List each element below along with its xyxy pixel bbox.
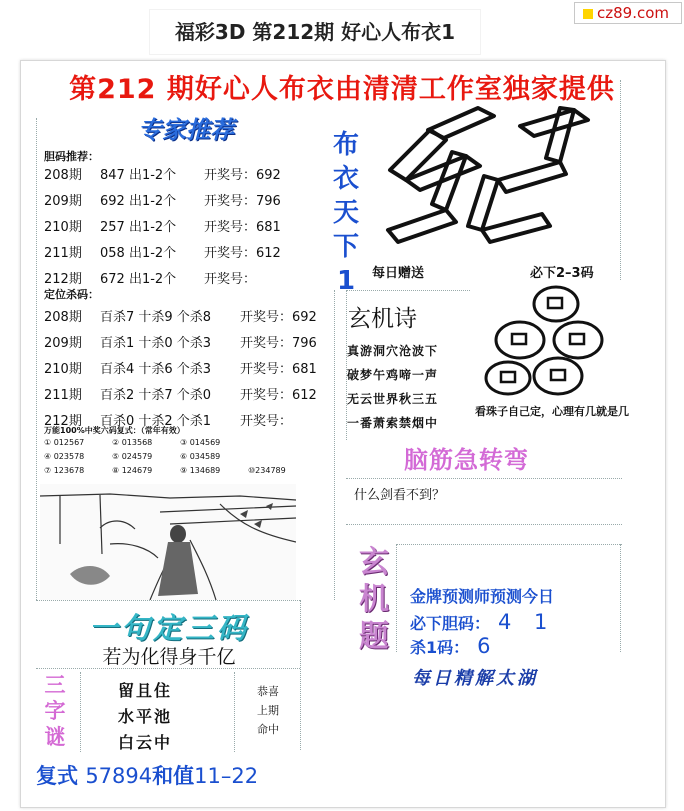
pick: 百杀4 十杀6 个杀3 bbox=[100, 362, 212, 377]
char: 天 bbox=[332, 198, 359, 228]
char: 题 bbox=[359, 619, 389, 654]
divider bbox=[334, 290, 335, 600]
char: 布 bbox=[332, 130, 359, 160]
gold-dan-value: 4 1 bbox=[498, 610, 556, 634]
combo-cell: ⑤ 024579 bbox=[112, 452, 153, 461]
divider bbox=[346, 478, 622, 479]
kill-row bbox=[44, 306, 317, 325]
riddle-heading: 脑筋急转弯 bbox=[404, 446, 529, 474]
result: 开奖号：796 bbox=[204, 194, 281, 209]
must-label: 必下2–3码 bbox=[530, 266, 594, 281]
divider bbox=[620, 544, 621, 652]
period: 208期 bbox=[44, 168, 82, 183]
divider bbox=[36, 118, 37, 600]
answer-line: 留且住 bbox=[118, 681, 173, 700]
fushi-value: 57894 bbox=[85, 764, 153, 788]
poem-line: 破梦午鸡啼一声 bbox=[347, 368, 439, 382]
pick: 百杀7 十杀9 个杀8 bbox=[100, 310, 212, 325]
result: 开奖号：796 bbox=[240, 336, 317, 351]
period: 209期 bbox=[44, 194, 82, 209]
ink-painting-image bbox=[40, 484, 296, 600]
poem-line: 无云世界秋三五 bbox=[347, 392, 439, 406]
combo-cell: ② 013568 bbox=[112, 438, 153, 447]
combo-cell: ⑩234789 bbox=[248, 466, 286, 475]
gold-title: 金牌预测师预测今日 bbox=[410, 587, 555, 606]
combo-row bbox=[44, 452, 248, 461]
hezhi-label: 和值 bbox=[152, 764, 195, 788]
combo-title: 万能100%中奖六码复式：（常年有效） bbox=[44, 426, 185, 435]
combo-row bbox=[44, 466, 316, 475]
period: 209期 bbox=[44, 336, 82, 351]
combo-cell: ⑧ 124679 bbox=[112, 466, 153, 475]
pick: 672 出1-2个 bbox=[100, 272, 177, 287]
gold-kill-label: 杀1码： bbox=[410, 638, 470, 657]
congrats-line: 恭喜 bbox=[257, 685, 279, 698]
congrats-line: 命中 bbox=[257, 723, 279, 736]
period: 211期 bbox=[44, 388, 82, 403]
fushi-label: 复式 bbox=[36, 764, 78, 788]
watermark bbox=[574, 2, 682, 24]
dan-row bbox=[44, 242, 281, 261]
char: 下 bbox=[332, 232, 359, 262]
result: 开奖号： bbox=[204, 272, 257, 287]
congrats-vertical bbox=[248, 682, 288, 739]
char: 衣 bbox=[332, 164, 359, 194]
poem-line: 一番萧索禁烟中 bbox=[347, 416, 439, 430]
pearl-hint: 看珠子自己定，心理有几就是几 bbox=[475, 405, 629, 418]
daily-gift-label: 每日赠送 bbox=[372, 266, 425, 281]
result: 开奖号：681 bbox=[240, 362, 317, 377]
combo-row bbox=[44, 438, 248, 447]
combo-cell: ⑥ 034589 bbox=[180, 452, 221, 461]
combo-cell: ① 012567 bbox=[44, 438, 85, 447]
answer-line: 白云中 bbox=[118, 733, 173, 752]
kill-label: 定位杀码： bbox=[44, 288, 99, 301]
period: 210期 bbox=[44, 362, 82, 377]
lattice-number-image bbox=[370, 100, 610, 260]
gold-kill-value: 6 bbox=[477, 634, 499, 658]
yiju-heading: 一句定三码 bbox=[88, 611, 249, 645]
dan-row bbox=[44, 216, 281, 235]
char: 机 bbox=[359, 582, 389, 617]
riddle-question: 什么剑看不到？ bbox=[354, 488, 446, 503]
gold-dan-label: 必下胆码： bbox=[410, 614, 491, 633]
dan-label: 胆码推荐： bbox=[44, 150, 99, 163]
kill-row bbox=[44, 384, 317, 403]
fushi-line bbox=[36, 760, 258, 790]
combo-cell: ⑨ 134689 bbox=[180, 466, 221, 475]
char: 三 bbox=[44, 673, 66, 697]
combo-cell: ④ 023578 bbox=[44, 452, 85, 461]
gold-dan bbox=[410, 610, 555, 634]
pick: 058 出1-2个 bbox=[100, 246, 177, 261]
char: 字 bbox=[44, 699, 66, 723]
sanzi-vertical bbox=[36, 672, 74, 750]
answer-line: 水平池 bbox=[118, 707, 173, 726]
hezhi-value: 11–22 bbox=[194, 764, 259, 788]
poem-title: 玄机诗 bbox=[348, 306, 417, 332]
result: 开奖号：681 bbox=[204, 220, 281, 235]
watermark-text: cz89.com bbox=[597, 4, 670, 22]
kill-row bbox=[44, 358, 317, 377]
combo-cell: ③ 014569 bbox=[180, 438, 221, 447]
pick: 257 出1-2个 bbox=[100, 220, 177, 235]
result: 开奖号：612 bbox=[240, 388, 317, 403]
divider bbox=[346, 524, 622, 525]
period: 208期 bbox=[44, 310, 82, 325]
divider bbox=[36, 600, 300, 601]
divider bbox=[80, 672, 81, 752]
divider bbox=[396, 544, 622, 545]
pick: 692 出1-2个 bbox=[100, 194, 177, 209]
divider bbox=[620, 80, 621, 280]
banner: 第212 期好心人布衣由清清工作室独家提供 bbox=[24, 64, 660, 116]
xuanji-vertical bbox=[352, 544, 396, 655]
divider bbox=[300, 600, 301, 750]
divider bbox=[234, 672, 235, 752]
result: 开奖号：692 bbox=[240, 310, 317, 325]
riddle-poem: 若为化得身千亿 bbox=[102, 646, 236, 668]
period: 212期 bbox=[44, 414, 82, 429]
poem-line: 真游洞穴沧波下 bbox=[347, 344, 439, 358]
expert-heading: 专家推荐 bbox=[138, 116, 234, 144]
pick: 百杀0 十杀2 个杀1 bbox=[100, 414, 212, 429]
kill-row bbox=[44, 332, 317, 351]
period: 211期 bbox=[44, 246, 82, 261]
period: 210期 bbox=[44, 220, 82, 235]
char: 1 bbox=[336, 266, 356, 296]
watermark-square-icon bbox=[583, 9, 593, 19]
buyi-vertical bbox=[326, 128, 366, 298]
period: 212期 bbox=[44, 272, 82, 287]
gold-kill bbox=[410, 634, 499, 658]
pick: 百杀1 十杀0 个杀3 bbox=[100, 336, 212, 351]
combo-cell: ⑦ 123678 bbox=[44, 466, 85, 475]
char: 玄 bbox=[359, 545, 389, 580]
page-title: 福彩3D 第212期 好心人布衣1 bbox=[174, 20, 456, 44]
char: 谜 bbox=[44, 725, 66, 749]
result: 开奖号：692 bbox=[204, 168, 281, 183]
dan-row bbox=[44, 164, 281, 183]
result: 开奖号： bbox=[240, 414, 293, 429]
taihu-banner: 每日精解太湖 bbox=[412, 668, 538, 689]
pick: 847 出1-2个 bbox=[100, 168, 177, 183]
pick: 百杀2 十杀7 个杀0 bbox=[100, 388, 212, 403]
dan-row bbox=[44, 190, 281, 209]
congrats-line: 上期 bbox=[257, 704, 279, 717]
dan-row bbox=[44, 268, 256, 287]
result: 开奖号：612 bbox=[204, 246, 281, 261]
divider bbox=[396, 544, 397, 652]
coins-image bbox=[474, 282, 616, 400]
